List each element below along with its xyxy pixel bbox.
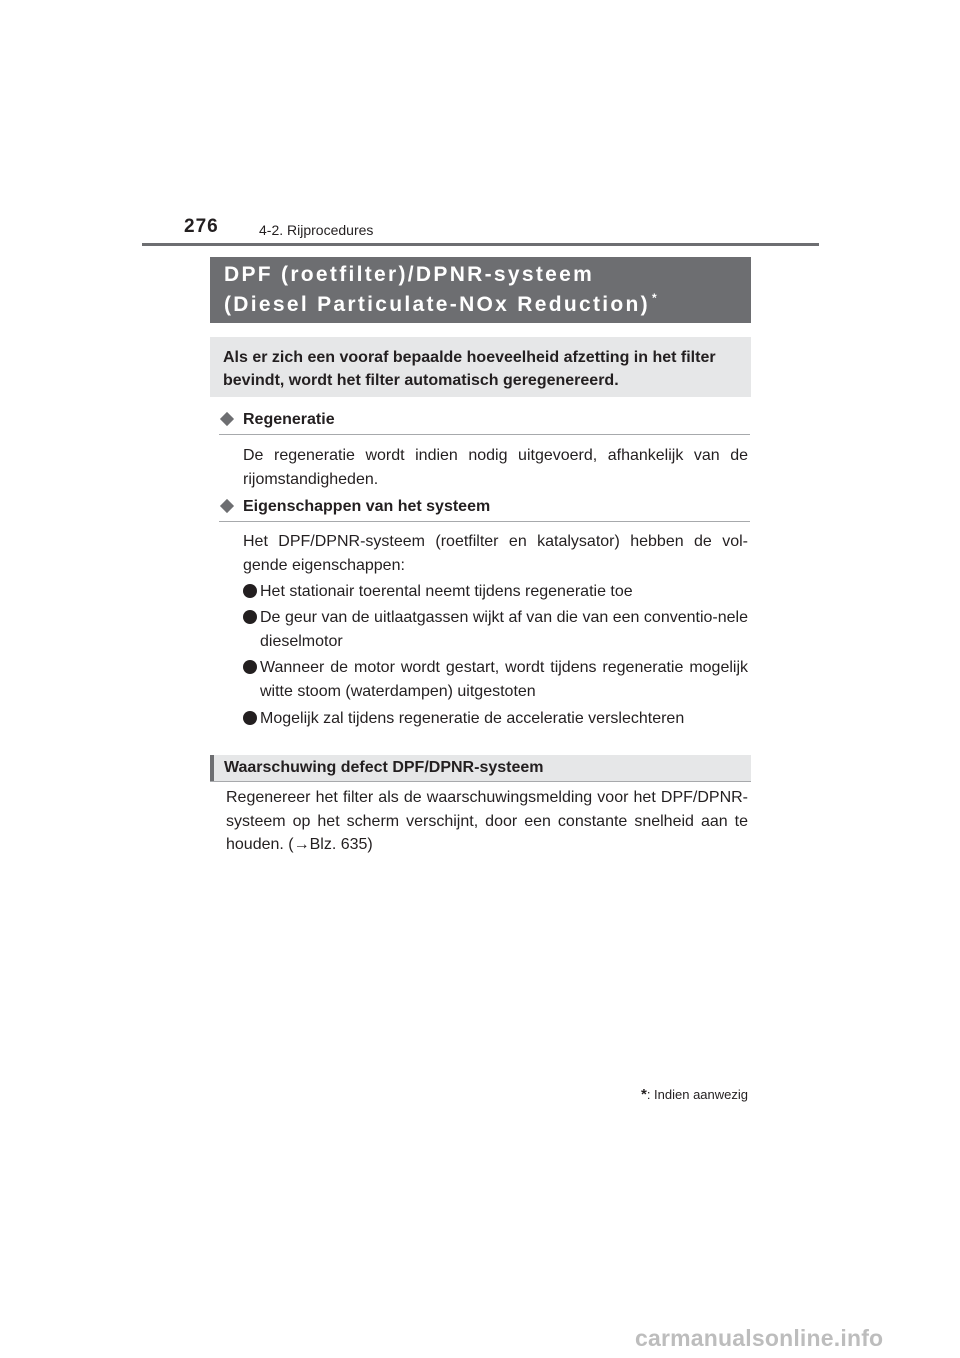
section-title-bar (210, 257, 751, 323)
list-item-text: Het stationair toerental neemt tijdens regeneratie toe (260, 583, 633, 600)
warning-heading-bar (210, 755, 751, 782)
bullet-icon (243, 584, 257, 598)
regeneration-paragraph: De regeneratie wordt indien nodig uitgevoerd, afhankelijk van de rijomstandigheden. (243, 447, 748, 488)
warning-heading: Waarschuwing defect DPF/DPNR-systeem (224, 759, 544, 776)
title-line-1: DPF (roetfilter)/DPNR-systeem (224, 263, 595, 286)
intro-text: Als er zich een vooraf bepaalde hoeveelheid afzetting in het filter bevindt, wordt het filter automatisch geregenereerd. (223, 349, 716, 389)
subheading-label: Regeneratie (243, 411, 335, 428)
asterisk-icon: * (640, 1086, 647, 1103)
footnote-text: : Indien aanwezig (646, 1087, 748, 1102)
list-item-text: Mogelijk zal tijdens regeneratie de acceleratie verslechteren (260, 710, 685, 727)
diamond-icon (220, 499, 234, 513)
list-item-text: De geur van de uitlaatgassen wijkt af van die van een conventio-nele dieselmotor (260, 609, 748, 650)
header-divider (142, 243, 819, 246)
watermark: carmanualsonline.info (635, 1325, 884, 1351)
diamond-icon (220, 412, 234, 426)
warning-paragraph: Regenereer het filter als de waarschuwingsmelding voor het DPF/DPNR-systeem op het scherm verschijnt, door een constante snelheid aan te houden. (→Blz. 635) (226, 789, 748, 853)
bullet-icon (243, 711, 257, 725)
subheading-properties (219, 497, 750, 522)
title-line-2 (224, 291, 659, 317)
asterisk-icon: * (651, 291, 659, 305)
subheading-regeneration (219, 410, 750, 435)
bullet-icon (243, 660, 257, 674)
list-item-text: Wanneer de motor wordt gestart, wordt tijdens regeneratie mogelijk witte stoom (waterdampen) uitgestoten (260, 659, 748, 700)
page-number: 276 (184, 216, 219, 237)
properties-paragraph: Het DPF/DPNR-systeem (roetfilter en katalysator) hebben de vol-gende eigenschappen: (243, 533, 748, 574)
heading-accent (210, 755, 214, 781)
intro-box (210, 337, 751, 397)
title-line-2-text: (Diesel Particulate-NOx Reduction) (224, 293, 650, 316)
section-label: 4-2. Rijprocedures (259, 222, 374, 238)
subheading-label: Eigenschappen van het systeem (243, 498, 491, 515)
bullet-icon (243, 610, 257, 624)
footnote (641, 1086, 748, 1103)
